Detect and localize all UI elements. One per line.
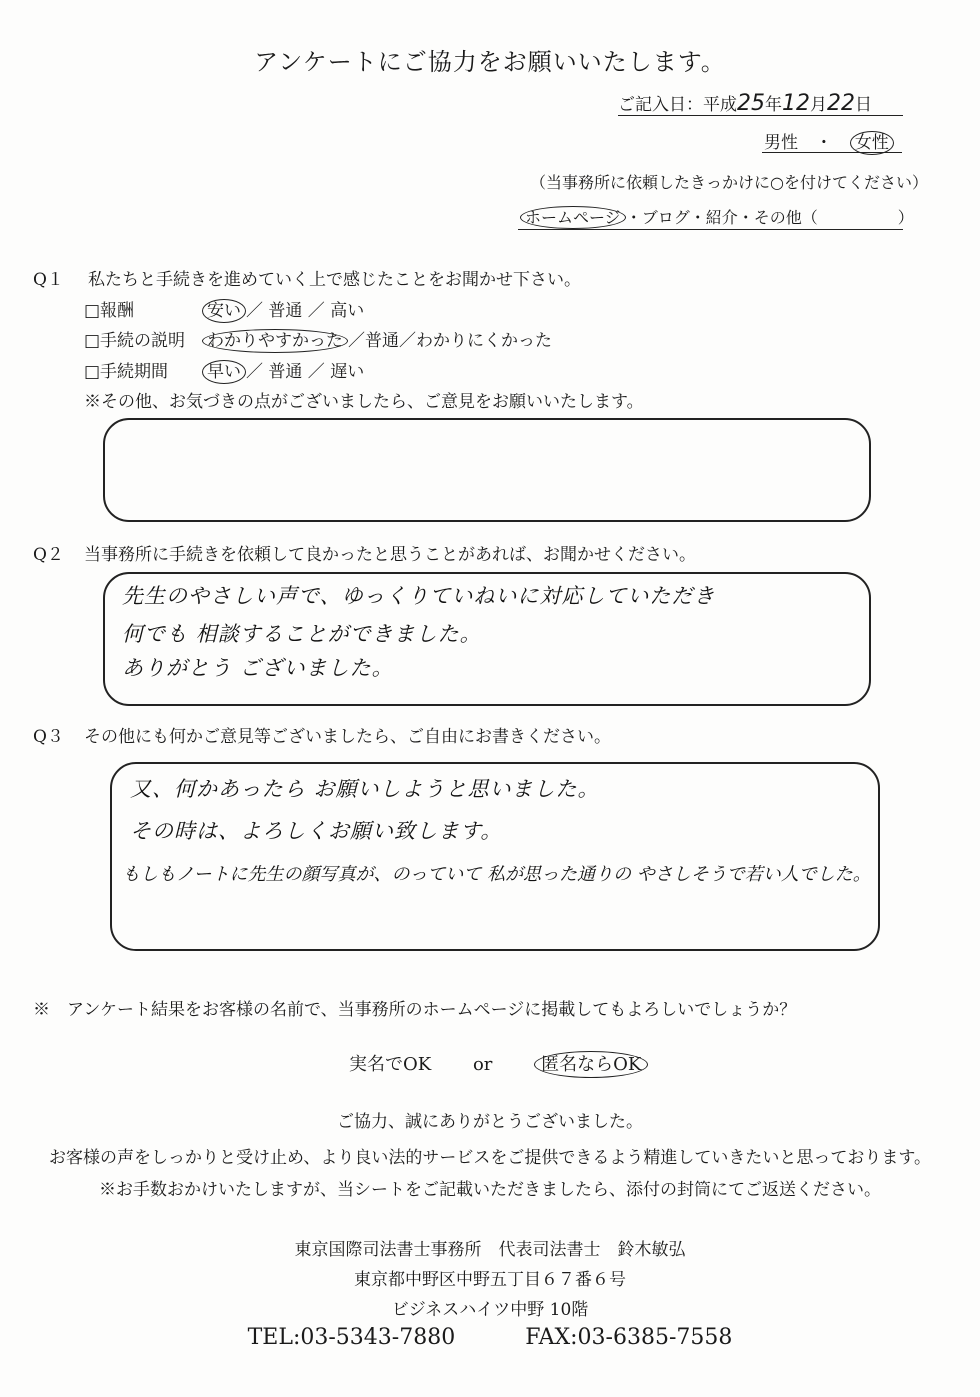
trigger-choice	[520, 205, 914, 228]
q1-row-rest: ／ 普通 ／ 遅い	[246, 362, 365, 382]
publish-opt-anonymous-circled: 匿名ならOK	[534, 1051, 648, 1078]
office-address: 東京都中野区中野五丁目６７番６号	[354, 1270, 626, 1290]
q1-row-rest: ／ 普通 ／ 高い	[246, 301, 365, 321]
page-title: アンケートにご協力をお願いいたします。	[254, 48, 726, 76]
date-day-unit: 日	[855, 95, 872, 115]
office-fax: FAX:03-6385-7558	[525, 1325, 733, 1350]
q1-row-label: □手続期間	[84, 362, 169, 382]
closing-message: お客様の声をしっかりと受け止め、より良い法的サービスをご提供できるよう精進していきたいと思っております。	[49, 1148, 931, 1168]
q1-row-circled: 安い	[202, 299, 246, 323]
q2-answer-line: ありがとう ございました。	[122, 656, 394, 680]
q3-question: その他にも何かご意見等ございましたら、ご自由にお書きください。	[84, 727, 611, 747]
gender-male: 男性	[764, 133, 798, 153]
q1-number: Q１	[33, 270, 64, 290]
entry-date	[618, 90, 872, 116]
q1-row-label: □報酬	[84, 301, 135, 321]
q3-answer-line: 又、何かあったら お願いしようと思いました。	[130, 777, 600, 801]
date-month-unit: 月	[810, 95, 827, 115]
q1-row-circled: わかりやすかった	[202, 329, 348, 353]
q2-answer-line: 何でも 相談することができました。	[122, 622, 482, 646]
publish-question: ※ アンケート結果をお客様の名前で、当事務所のホームページに掲載してもよろしいでしょうか？	[33, 1000, 797, 1020]
q1-row-rest: ／普通／わかりにくかった	[348, 331, 552, 351]
q1-comment-box	[103, 418, 871, 522]
date-year: 25	[737, 91, 765, 116]
date-underline	[618, 115, 903, 116]
trigger-homepage-circled: ホームページ	[520, 206, 626, 229]
q1-row-fee	[84, 296, 364, 321]
q2-answer-line: 先生のやさしい声で、ゆっくりていねいに対応していただき	[122, 584, 716, 608]
q1-row-explanation	[84, 326, 552, 351]
publish-opt-real-name: 実名でOK	[349, 1054, 432, 1075]
office-tel: TEL:03-5343-7880	[247, 1325, 456, 1350]
office-name: 東京国際司法書士事務所 代表司法書士 鈴木敏弘	[294, 1240, 686, 1260]
office-building: ビジネスハイツ中野 10階	[391, 1300, 589, 1320]
gender-sep: ・	[815, 133, 833, 153]
q2-question: 当事務所に手続きを依頼して良かったと思うことがあれば、お聞かせください。	[84, 545, 696, 565]
gender-underline	[762, 152, 902, 153]
q1-row-label: □手続の説明	[84, 331, 186, 351]
trigger-note: （当事務所に依頼したきっかけに○を付けてください）	[530, 173, 928, 192]
closing-thanks: ご協力、誠にありがとうございました。	[337, 1112, 643, 1132]
date-month: 12	[782, 91, 810, 116]
gender-female-circled: 女性	[850, 131, 894, 155]
q3-answer-line: その時は、よろしくお願い致します。	[130, 819, 503, 843]
q1-question: 私たちと手続きを進めていく上で感じたことをお聞かせ下さい。	[88, 270, 581, 290]
publish-options	[349, 1050, 648, 1076]
office-contact	[0, 1325, 980, 1350]
date-label: ご記入日：平成	[618, 95, 737, 115]
trigger-underline	[518, 229, 903, 230]
gender-choice	[764, 128, 894, 153]
q1-row-circled: 早い	[202, 360, 246, 384]
date-day: 22	[827, 91, 855, 116]
q3-answer-line: もしもノートに先生の顔写真が、のっていて 私が思った通りの やさしそうで若い人でした。	[122, 864, 871, 885]
closing-return-note: ※お手数おかけいたしますが、当シートをご記載いただきましたら、添付の封筒にてご返送ください。	[99, 1180, 881, 1200]
publish-or: or	[472, 1054, 493, 1075]
q3-number: Q３	[33, 727, 64, 747]
q1-row-period	[84, 357, 364, 382]
trigger-rest: ・ブログ・紹介・その他（ ）	[625, 208, 914, 227]
q1-other-note: ※その他、お気づきの点がございましたら、ご意見をお願いいたします。	[84, 392, 644, 412]
q2-number: Q２	[33, 545, 64, 565]
date-year-unit: 年	[765, 95, 782, 115]
